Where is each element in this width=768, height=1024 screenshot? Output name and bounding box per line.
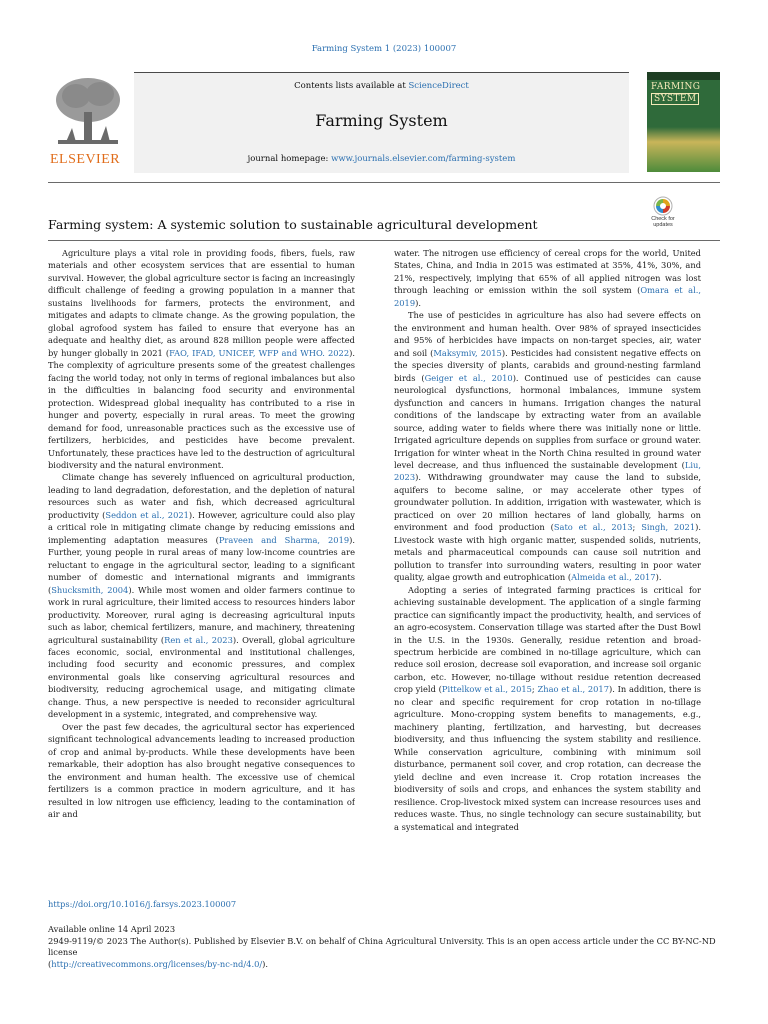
check-updates-icon [653, 196, 673, 216]
contents-line [134, 81, 629, 91]
available-online: Available online 14 April 2023 [48, 924, 176, 934]
citation-link[interactable]: Sato et al., 2013 [553, 522, 633, 533]
check-updates-line1: Check for [651, 216, 675, 222]
body-paragraph [394, 247, 701, 309]
citation-link[interactable]: Geiger et al., 2010 [424, 372, 513, 383]
check-updates-line2: updates [653, 222, 673, 228]
journal-masthead [48, 72, 720, 172]
paragraph-text: ). Withdrawing groundwater may cause the land to subside, aquifers to become saline, or may accelerate other types of groundwater pollution. In addition, irrigation with wastewater, which is practiced on over 20 million hectares of land globally, harms on environment and food production ( [394, 472, 701, 533]
paragraph-text: ). [655, 572, 662, 583]
citation-link[interactable]: Ren et al., 2023 [164, 634, 233, 645]
paragraph-text: Over the past few decades, the agricultural sector has experienced significant technological advancements leading to increased production of crop and animal by-products. While these developments have been remarkable, their adoption has also brought negative consequences to the environment and human health. The excessive use of chemical fertilizers is a common practice in modern agriculture, and it has resulted in low nitrogen use efficiency, leading to the contamination of air and [48, 721, 355, 820]
paragraph-text: ). Continued use of pesticides can cause neurological dysfunctions, hormonal imbalances, immune system dysfunction and cancers in humans. Irrigation changes the natural conditions of the landscape by extracting water from an available source, adding water to fields where there was initially none or little. Irrigated agriculture depends on supplies from surface or ground water. Irrigation for winter wheat in the North China resulted in ground water level decrease, and thus influenced the sustainable development ( [394, 372, 701, 470]
homepage-label: journal homepage: [247, 154, 332, 164]
elsevier-tree-logo [48, 72, 128, 172]
citation-link[interactable]: Omara et al., 2019 [394, 285, 701, 308]
doi-link[interactable]: https://doi.org/10.1016/j.farsys.2023.100007 [48, 899, 237, 909]
copyright-notice: 2949-9119/© 2023 The Author(s). Published by Elsevier B.V. on behalf of China Agricultural University. This is an open access article under the CC BY-NC-ND license [48, 935, 716, 957]
paragraph-text: ). The complexity of agriculture presents some of the greatest challenges facing the world today, not only in terms of regional imbalances but also in the difficulties in balancing food security and environmental protection. Widespread global inequality has contributed to a rise in hunger and poverty, especially in rural areas. To meet the growing demand for food, unreasonable practices such as the excessive use of fertilizers, herbicides, and pesticides have become prevalent. Unfortunately, these practices have led to the destruction of agricultural biodiversity and the natural environment. [48, 347, 355, 470]
body-column-left [48, 247, 355, 879]
paragraph-text: ). Pesticides had consistent negative effects on the species diversity of plants, carabids and ground-nesting farmland birds ( [394, 347, 701, 383]
citation-link[interactable]: Singh, 2021 [641, 522, 696, 533]
paragraph-text: ; [632, 522, 642, 533]
cover-top-strip [647, 72, 720, 80]
paragraph-text: The use of pesticides in agriculture has also had severe effects on the environment and human health. Over 98% of sprayed insecticides and 95% of herbicides have impacts on non-target species, air, water and soil ( [394, 310, 701, 358]
cover-title-line2: SYSTEM [651, 93, 699, 105]
license-open-paren: ( [48, 958, 52, 969]
paragraph-text: ; [531, 684, 538, 695]
citation-link[interactable]: Liu, 2023 [394, 459, 701, 483]
check-updates-text [646, 216, 680, 228]
license-link[interactable]: http://creativecommons.org/licenses/by-nc-nd/4.0/ [51, 958, 263, 969]
masthead-divider [48, 182, 720, 183]
body-column-right [394, 247, 701, 879]
citation-link[interactable]: Zhao et al., 2017 [537, 684, 609, 695]
paragraph-text: ). While most women and older farmers continue to work in rural agriculture, their limited access to resources hinders labor productivity. Moreover, rural aging is decreasing agricultural inputs such as labor, chemical fertilizers, manure, and machinery, threatening agricultural sustainability ( [48, 584, 355, 645]
paragraph-text: ). In addition, there is no clear and specific requirement for crop rotation in no-tillage agriculture. Mono-cropping system benefits to managements, e.g., machinery planting, fertilization, and harvesting, but decreases biodiversity, and thus influencing the system stability and resilience. While conservation agriculture, combining with minimum soil disturbance, permanent soil cover, and crop rotation, can decrease the yield decline and even increase it. Crop rotation increases the biodiversity of soils and crops, and enhances the system stability and resilience. Crop-livestock mixed system can increase resources uses and reduces waste. Thus, no single technology can secure sustainability, but a systematical and integrated [394, 684, 701, 832]
check-for-updates-badge[interactable] [646, 196, 680, 232]
paragraph-text: ). However, agriculture could also play a critical role in mitigating climate change by reducing emissions and implementing adaptation measures ( [48, 509, 355, 545]
paragraph-text: Adopting a series of integrated farming practices is critical for achieving sustainable development. The application of a single farming practice can significantly impact the productivity, health, and services of an agro-ecosystem. Conservation tillage was started after the Dust Bowl in the U.S. in the 1930s. Generally, residue retention and broad-spectrum herbicide are combined in no-tillage agriculture, which can reduce soil erosion, decrease soil evaporation, and increase soil organic carbon, etc. However, no-tillage without residue retention decreased crop yield ( [394, 584, 701, 695]
title-divider [48, 240, 720, 241]
publisher-name: ELSEVIER [50, 152, 121, 167]
citation-link[interactable]: Seddon et al., 2021 [105, 509, 189, 520]
paragraph-text: ). [415, 297, 421, 308]
paragraph-text: water. The nitrogen use efficiency of cereal crops for the world, United States, China, and India in 2015 was estimated at 35%, 41%, 30%, and 21%, respectively, implying that 65% of all applied nitrogen was lost through leaching or emission within the soil system ( [394, 248, 701, 296]
homepage-link[interactable]: www.journals.elsevier.com/farming-system [331, 154, 516, 164]
cover-title-line1: FARMING [651, 82, 701, 92]
paragraph-text: ). Overall, global agriculture faces economic, social, environmental and institutional challenges, including food security and economic pressures, and complex environmental goals like conserving agricultural resources and biodiversity, reducing agrochemical usage, and mitigating climate change. Thus, a new perspective is needed to reconsider agricultural development in a systemic, integrated, and comprehensive way. [48, 634, 355, 720]
body-paragraph [48, 721, 355, 821]
license-close-paren: ). [262, 958, 269, 969]
citation-link[interactable]: Praveen and Sharma, 2019 [218, 534, 350, 545]
paragraph-text: Climate change has severely influenced on agricultural production, leading to land degradation, deforestation, and the depletion of natural resources such as water and fish, which decreased agricultural productivity ( [48, 472, 355, 520]
contents-prefix: Contents lists available at [294, 81, 409, 91]
citation-link[interactable]: FAO, IFAD, UNICEF, WFP and WHO. 2022 [169, 347, 350, 358]
running-head[interactable]: Farming System 1 (2023) 100007 [311, 44, 457, 54]
citation-link[interactable]: Almeida et al., 2017 [571, 572, 656, 583]
citation-link[interactable]: Shucksmith, 2004 [51, 584, 129, 595]
journal-name: Farming System [315, 111, 448, 130]
body-paragraph [394, 584, 701, 833]
journal-banner [134, 72, 629, 173]
article-footer [48, 924, 720, 970]
body-paragraph [394, 309, 701, 583]
body-paragraph [48, 247, 355, 471]
sciencedirect-link[interactable]: ScienceDirect [408, 81, 469, 91]
paragraph-text: ). Livestock waste with high organic matter, suspended solids, nutrients, metals and pharmaceutical compounds can cause soil nutrition and pollution to transfer into surrounding waters, resulting in poor water quality, algae growth and eutrophication ( [394, 522, 701, 583]
paragraph-text: ). Further, young people in rural areas of many low-income countries are reluctant to engage in the agricultural sector, leading to a significant number of domestic and international migrants and immigrants ( [48, 534, 355, 595]
citation-link[interactable]: Maksymiv, 2015 [433, 347, 502, 358]
citation-link[interactable]: Pittelkow et al., 2015 [441, 684, 532, 695]
body-paragraph [48, 471, 355, 720]
homepage-line [134, 154, 629, 164]
journal-cover-thumbnail[interactable] [647, 72, 720, 172]
license-line [48, 959, 720, 971]
tree-icon [48, 72, 128, 152]
paragraph-text: Agriculture plays a vital role in providing foods, fibers, fuels, raw materials and other ecosystem services that are essential to human survival. However, the global agriculture sector is facing an increasingly difficult challenge of feeding a growing population in a manner that sustains livelihoods for farmers, protects the environment, and mitigates and adapts to climate change. As the growing population, the global agrofood system has failed to ensure that everyone has an adequate and healthy diet, as around 828 million people were affected by hunger globally in 2021 ( [48, 248, 355, 358]
article-title: Farming system: A systemic solution to sustainable agricultural development [48, 217, 538, 232]
